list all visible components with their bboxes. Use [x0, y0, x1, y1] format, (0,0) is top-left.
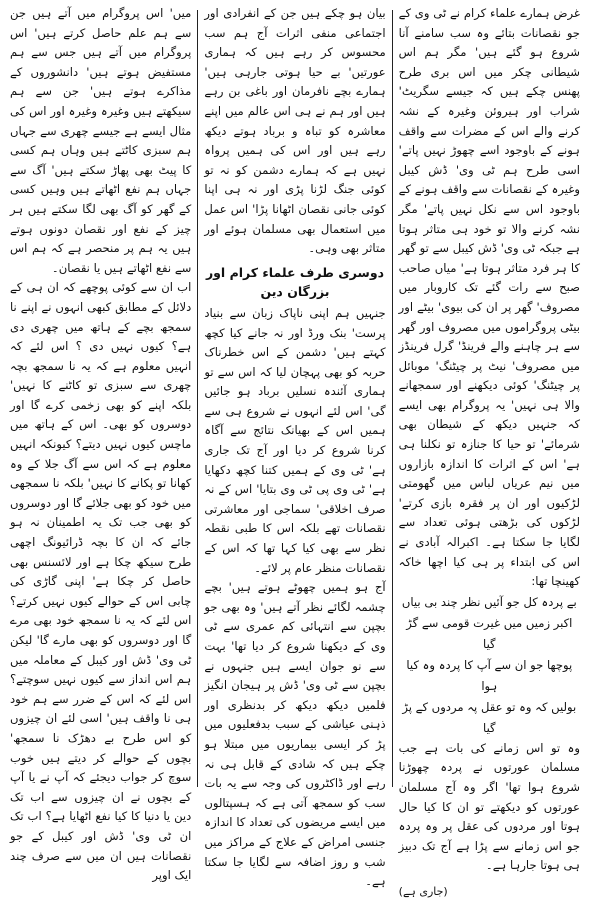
- continued-note: (جاری ہے): [398, 884, 448, 898]
- column-right: [4, 4, 197, 883]
- poem-line: پوچھا جو ان سے آپ کا پردہ وہ کیا ہوا: [406, 657, 573, 693]
- poem-line: بولیں کہ وہ تو عقل پہ مردوں کے پڑ گیا: [402, 699, 577, 735]
- newspaper-page: [4, 4, 586, 898]
- paragraph: میں' اس پروگرام میں آتے ہیں جن سے ہم علم حاصل کرتے ہیں' اس پروگرام میں آتے ہیں جس سے ہم مستفیض ہوتے ہیں' دانشوروں کے مذاکرے ہوتے ہیں' جن سے ہم سیکھتے ہیں وغیرہ وغیرہ اور اس کی مثال ایسے ہے جیسے چھری سے جہاں ہم سبزی کاٹتے ہیں وہاں ہم کسی کا پیٹ بھی پھاڑ سکتے ہیں' آگ سے جہاں ہم نفع اٹھاتے ہیں وہیں کسی کے گھر کو آگ بھی لگا سکتے ہیں ہر چیز کے نفع اور نقصان دونوں ہوتے ہیں یہ ہم پر منحصر ہے کہ ہم اس سے نفع اٹھاتے ہیں یا نقصان۔: [10, 6, 192, 275]
- poem-line: بے پردہ کل جو آئیں نظر چند بی بیاں: [401, 594, 577, 609]
- poem-line: اکبر زمیں میں غیرت قومی سے گڑ گیا: [406, 615, 573, 651]
- paragraph: اب ان سے کوئی پوچھے کہ ان ہی کے دلائل کے مطابق کبھی انہوں نے اپنے نا سمجھ بچے کے ہاتھ میں چھری دی ہے؟ کیوں نہیں دی ؟ اس لئے کہ انہیں معلوم ہے کہ یہ نا سمجھ بچہ چھری سے سبزی تو کاٹنے کا نہیں' بلکہ اپنے کو بھی زخمی کرے گا اور دوسروں کو بھی۔ اس کے ہاتھ میں ماچس کیوں نہیں دیتے؟ کیونکہ انہیں معلوم ہے کہ اس سے آگ جلا کے وہ کھانا تو پکانے کا نہیں' بلکہ نا سمجھی میں خود کو بھی جلائے گا اور دوسروں کو بھی جب تک یہ اطمینان نہ ہو جائے کہ ان کا بچہ ڈرائیونگ اچھی طرح سیکھ چکا ہے اور لائسنس بھی حاصل کر چکا ہے' اپنی گاڑی کی چابی اس کے حوالے کیوں نہیں کرتے؟ اس لئے کہ یہ نا سمجھ خود بھی مرے گا اور دوسروں کو بھی مارے گا' لیکن ٹی وی' ڈش اور کیبل کے معاملہ میں ہم اس انداز سے کیوں نہیں سوچتے؟ اس لئے کہ اس کے ضرر سے ہم خود ہی نا واقف ہیں' اسی لئے ان چیزوں کو اس طرح بے دھڑک نا سمجھ' بچوں کے حوالے کر دیتے ہیں خوب سوچ کر جواب دیجئے کہ آپ نے یا آپ کے بچوں نے ان چیزوں سے اب تک دین یا دنیا کا کیا نفع اٹھایا ہے؟ اب تک ان ٹی وی' ڈش اور کیبل کے جو نقصانات ہیں ان میں سے صرف چند ایک اوپر: [10, 280, 192, 883]
- paragraph: آج ہو ہمیں چھوٹے ہوتے ہیں' بچے چشمہ لگائے نظر آتے ہیں' وہ بھی جو بچپن سے انتہائی کم عمری سے ٹی وی کے دیکھنا شروع کر دیا تھا' بہت سے نو جوان ایسے ہیں جنہوں نے بچپن سے ٹی وی' ڈش پر ہیجان انگیز فلمیں دیکھ دیکھ کر بدنظری اور ذہنی عیاشی کے سبب بدفعلیوں میں پڑ کر ایسی بیماریوں میں مبتلا ہو چکے ہیں کہ شادی کے قابل ہی نہ رہے اور ڈاکٹروں کی وجہ سے یہ بات سب کو سمجھ آتی ہے کہ ہسپتالوں میں ایسے مریضوں کی تعداد کا اندازہ جنسی امراض کے علاج کے مراکز میں شب و روز اضافہ سے لگایا جا سکتا ہے۔: [204, 580, 386, 889]
- column-left: [393, 4, 586, 898]
- column-divider: [197, 10, 198, 787]
- paragraph: غرض ہمارے علماء کرام نے ٹی وی کے جو نقصانات بتائے وہ سب سامنے آنا شروع ہو گئے ہیں' مگر ہم اس شیطانی چکر میں اس بری طرح پھنس چکے ہیں کہ جیسے سگریٹ' شراب اور ہیروئن وغیرہ کے نشہ کرنے والے اس کے مضرات سے واقف ہونے کے باوجود اسے چھوڑ نہیں پاتے' اسی طرح ہم ٹی وی' ڈش کیبل وغیرہ کے نقصانات سے واقف ہونے کے باوجود اس سے نکل نہیں پاتے' مگر نشہ کرنے والا تو خود ہی متاثر ہوتا ہے جبکہ ٹی وی' ڈش کیبل سے تو گھر کا ہر فرد متاثر ہوتا ہے' میاں صاحب صبح سے رات گئے تک کاروبار میں مصروف' گھر پر ان کی بیوی' بیٹے اور بیٹی پروگراموں میں مصروف اور گھر سے ہر چاہنے والے فرینڈ' گرل فرینڈز میں مصروف' نیٹ پر چیٹنگ' موبائل پر چیٹنگ' کوئی دیکھنے اور سمجھانے والا ہی نہیں' یہ پروگرام بھی ایسے کہ جنہیں دیکھ کے شیطان بھی شرمائے' تو حیا کا جنازہ تو نکلنا ہی ہے' اس کے اثرات کا اندازہ بازاروں میں نیم عریاں لباس میں گھومتی لڑکیوں اور ان پر فقرہ بازی کرتے' لڑکوں کی بڑھتی ہوئی تعداد سے لگایا جا سکتا ہے۔ اکبرالہ آبادی نے اس کی ابتداء پر ہی کیا اچھا خاکہ کھینچا تھا:: [398, 6, 580, 589]
- column-divider: [392, 10, 393, 787]
- poem-block: [399, 592, 580, 739]
- paragraph: جنہیں ہم اپنی ناپاک زبان سے بنیاد پرست' بنک ورڈ اور نہ جانے کیا کچھ کہتے ہیں' دشمن کے اس خطرناک حربہ کو بھی پہچان لیا کہ اس سے تو ہماری آئندہ نسلیں برباد ہو جائیں گی' اس لئے انہوں نے شروع ہی سے ہمیں اس کے بھیانک نتائج سے آگاہ کرنا شروع کر دیا اور آج تک جاری ہے' ٹی وی کے ہمیں کتنا کچھ دکھایا ہے' ٹی وی پی ٹی وی بتایا' اس کے نہ صرف اخلاقی' سماجی اور معاشرتی نقصانات تھے بلکہ اس کا طبی نقطہ نظر سے بھی کیا کہا تھا کہ اس کے نقصانات منظر عام پر لائے۔: [204, 305, 386, 575]
- section-heading: دوسری طرف علماء کرام اور بزرگان دین: [205, 264, 385, 300]
- column-middle: [198, 4, 391, 889]
- paragraph: وہ تو اس زمانے کی بات ہے جب مسلمان عورتوں نے پردہ چھوڑنا شروع ہوا تھا' اگر وہ آج مسلمان عورتوں کو دیکھتے تو ان کا کیا حال ہوتا اور مردوں کی عقل پر وہ پردہ جو اس زمانے سے پڑا ہے آج تک دبیز ہی ہوتا جارہا ہے۔: [398, 740, 580, 873]
- paragraph: بیان ہو چکے ہیں جن کے انفرادی اور اجتماعی منفی اثرات آج ہم سب محسوس کر رہے ہیں کہ ہماری عورتیں' بے حیا ہوتی جارہی ہیں' ہمارے بچے نافرمان اور باغی بن رہے ہیں اور ہم نے ہی اس عالم میں اپنے معاشرہ کو تباہ و برباد ہوتے دیکھ رہے ہیں اور اس کی ہمیں پرواہ نہیں ہے کہ ہمارے دشمن کو نہ تو کوئی جنگ لڑنا پڑی اور نہ ہی اپنا کوئی جانی نقصان اٹھانا پڑا' اس عمل میں استعمال بھی مسلمان ہوئے اور متاثر بھی وہی۔: [204, 6, 386, 256]
